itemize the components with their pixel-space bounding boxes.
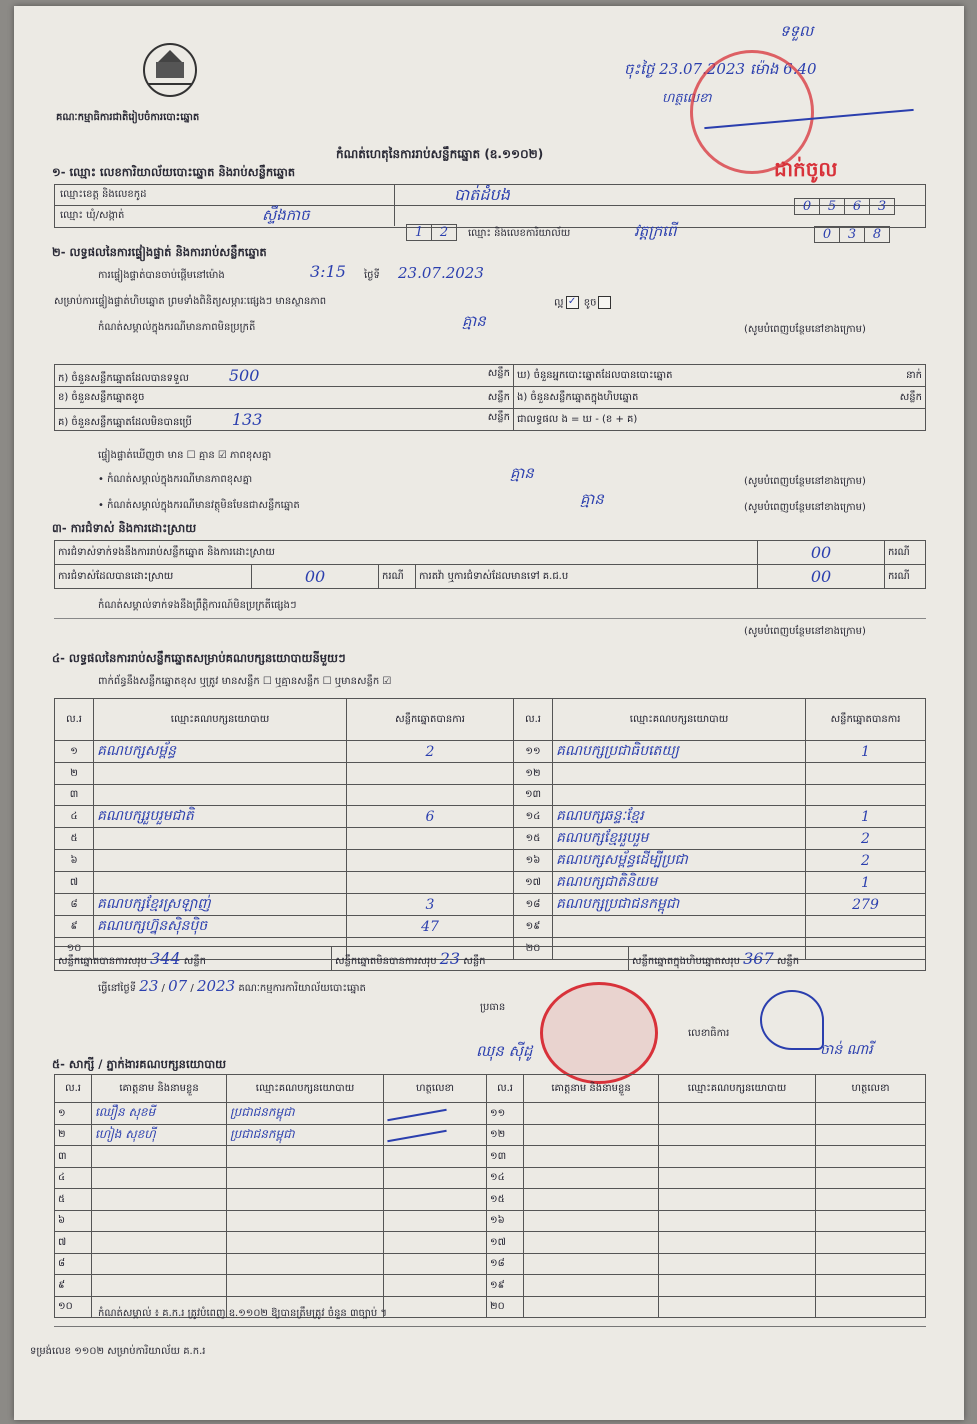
witness-cell: ១៨ [487,1253,524,1275]
committee-name: គណៈកម្មាធិការជាតិរៀបចំការបោះឆ្នោត [56,112,200,123]
irregularity-note-value: គ្មាន [462,312,486,330]
witness-cell [816,1253,926,1275]
commune-value: ស្ទឹងកាច [262,206,310,224]
party-votes [347,872,514,894]
party-no: ៩ [55,916,94,938]
party-no: ៥ [55,828,94,850]
witness-cell [816,1167,926,1189]
witness-cell: ១៥ [487,1189,524,1211]
witness-table: ល.រ គោត្តនាម និងនាមខ្លួន ឈ្មោះគណបក្សនយោបាយ ហត្ថលេខា ល.រ គោត្តនាម និងនាមខ្លួន ឈ្មោះគណបក្សនយោបាយ ហត្ថលេខា ១ ឈឿន សុខមី ប្រជាជនកម្ពុជា ១១ ២ ហៀង សុខហ៊ី ប្រជាជនកម្ពុជា ១២ ៣ ១៣ ៤ ១៤ ៥ ១៥ ៦ ១៦ ៧ ១៧ ៨ ១៨ ៩ ១៩ ១០ ២០ [54,1074,926,1318]
party-row [55,741,926,763]
party-name [94,828,347,850]
party-row [55,850,926,872]
witness-cell: ១៧ [487,1232,524,1254]
received-date-handwriting: ចុះថ្ងៃ 23.07.2023 ម៉ោង 6.40 [624,60,817,78]
party-name: គណបក្សខ្មែររួបរួម [553,828,806,850]
section4-subtitle: ពាក់ព័ន្ធនឹងសន្លឹកឆ្នោតខុស ឬត្រូវ មានសន្លឹក ☐ ឬគ្មានសន្លឹក ☐ ឬមានសន្លឹក ☑ [98,676,392,687]
party-name [94,850,347,872]
party-row [55,806,926,828]
witness-cell [816,1296,926,1318]
witness-row [55,1275,926,1297]
section1-title: ១- ឈ្មោះ លេខការិយាល័យបោះឆ្នោត និងរាប់សន្លឹកឆ្នោត [52,165,296,179]
witness-cell [384,1275,487,1297]
witness-cell [524,1124,659,1146]
witness-row [55,1210,926,1232]
witness-cell: ៦ [55,1210,92,1232]
party-votes: 1 [806,806,926,828]
party-no: ១១ [514,741,553,763]
footer-note: កំណត់សម្គាល់ ៖ គ.ក.រ ត្រូវបំពេញ ឧ.១១០២ ឱ្យបានត្រឹមត្រូវ ចំនួន ៣ច្បាប់ ។ [98,1308,387,1319]
party-votes: 6 [347,806,514,828]
party-row [55,894,926,916]
incidents-note: កំណត់សម្គាល់ទាក់ទងនឹងព្រឹត្តិការណ៍មិនប្រក្រតីផ្សេងៗ [98,600,297,611]
witness-cell [659,1167,816,1189]
party-no: ១០ [55,938,94,960]
witness-cell: ៣ [55,1146,92,1168]
witness-cell [227,1232,384,1254]
witness-cell [92,1253,227,1275]
fill-hint-2: (សូមបំពេញបន្ថែមនៅខាងក្រោម) [744,476,866,487]
party-name [94,784,347,806]
secretary-label: លេខាធិការ [688,1028,730,1039]
difference-check-line: ផ្ទៀងផ្ទាត់ឃើញថា មាន ☐ គ្មាន ☑ ភាពខុសគ្នា [98,450,272,461]
witness-cell [92,1232,227,1254]
witness-cell [227,1275,384,1297]
status-ok-label: ល្អ [554,297,564,309]
section3-title: ៣- ការជំទាស់ និងការដោះស្រាយ [52,521,197,535]
party-name: គណបក្សសម្ព័ន្ធ [94,741,347,763]
party-name: គណបក្សឆន្ទៈខ្មែរ [553,806,806,828]
witness-cell: ប្រជាជនកម្ពុជា [227,1124,384,1146]
witness-cell [659,1296,816,1318]
party-name: គណបក្សហ្វ៊ុនស៊ិនប៉ិច [94,916,347,938]
witness-cell [384,1232,487,1254]
form-code: ទម្រង់លេខ ១១០២ សម្រាប់ការិយាល័យ គ.ក.រ [30,1346,206,1357]
party-votes: 1 [806,872,926,894]
witness-cell [524,1146,659,1168]
witness-cell: ៤ [55,1167,92,1189]
party-votes: 279 [806,894,926,916]
province-code: 0 5 6 3 [794,198,895,215]
party-no: ១៨ [514,894,553,916]
witness-cell [384,1124,487,1146]
party-name: គណបក្សប្រជាធិបតេយ្យ [553,741,806,763]
witness-cell: ១ [55,1103,92,1125]
witness-cell [384,1103,487,1125]
party-votes: 2 [806,850,926,872]
ballot-count-table: ក) ចំនួនសន្លឹកឆ្នោតដែលបានទទួល 500 សន្លឹក ឃ) ចំនួនអ្នកបោះឆ្នោតដែលបានបោះឆ្នោត នាក់ ខ) ចំនួនសន្លឹកឆ្នោតខូច សន្លឹក ង) ចំនួនសន្លឹកឆ្នោតក្នុងហិបឆ្នោត សន្លឹក គ) ចំនួនសន្លឹកឆ្នោតដែលមិនបានប្រើ 133 សន្លឹក ជាលទ្ធផល ង = ឃ - (ខ + គ) [54,364,926,431]
witness-cell: ២ [55,1124,92,1146]
witness-row [55,1253,926,1275]
witness-cell [659,1275,816,1297]
witness-cell: ១២ [487,1124,524,1146]
section5-title: ៥- សាក្សី / ភ្នាក់ងារគណបក្សនយោបាយ [52,1057,227,1071]
status-bad-checkbox[interactable] [598,296,611,309]
totals-row: សន្លឹកឆ្នោតបានការសរុប 344 សន្លឹក សន្លឹកឆ្នោតមិនបានការសរុប 23 សន្លឹក សន្លឹកឆ្នោតក្នុងហិបឆ្នោតសរុប 367 សន្លឹក [54,946,926,971]
witness-row [55,1124,926,1146]
witness-cell: ១៣ [487,1146,524,1168]
witness-cell: ១១ [487,1103,524,1125]
party-name [94,763,347,785]
irregularity-note-label: កំណត់សម្គាល់ក្នុងករណីមានភាពមិនប្រក្រតី [98,322,256,333]
station-label: ឈ្មោះ និងលេខការិយាល័យ [468,228,571,239]
commune-label: ឈ្មោះ ឃុំ/សង្កាត់ [60,210,125,221]
province-value: បាត់ដំបង [454,185,510,204]
witness-cell: ៧ [55,1232,92,1254]
witness-cell [816,1124,926,1146]
party-row [55,828,926,850]
witness-cell: ១៦ [487,1210,524,1232]
secretary-signature: ចាន់ ណារី [820,1042,873,1058]
party-name [94,872,347,894]
form-sheet [14,6,964,1420]
witness-cell: ២០ [487,1296,524,1318]
form-title: កំណត់ហេតុនៃការរាប់សន្លឹកឆ្នោត (ឧ.១១០២) [336,147,544,161]
witness-row [55,1103,926,1125]
foreign-object-note-value: គ្មាន [580,490,604,508]
witness-row [55,1146,926,1168]
party-votes: 2 [806,828,926,850]
secretary-signature-mark [760,990,824,1050]
witness-cell [659,1103,816,1125]
party-name: គណបក្សជាតិនិយម [553,872,806,894]
witness-cell [227,1210,384,1232]
witness-cell [92,1210,227,1232]
party-name: គណបក្សរួបរួមជាតិ [94,806,347,828]
party-no: ២ [55,763,94,785]
party-row [55,872,926,894]
total-invalid-votes: 23 [439,948,461,968]
witness-signature-mark [387,1130,446,1142]
witness-cell [92,1275,227,1297]
witness-cell [227,1253,384,1275]
witness-cell [384,1167,487,1189]
witness-cell: ឈឿន សុខមី [92,1103,227,1125]
witness-cell [227,1146,384,1168]
province-label: ឈ្មោះខេត្ត និងលេខកូដ [60,189,147,200]
witness-cell [92,1146,227,1168]
received-ballots: 500 [228,365,260,385]
unused-ballots: 133 [231,409,263,429]
witness-cell [227,1189,384,1211]
party-name: គណបក្សសម្ព័ន្ធដើម្បីប្រជា [553,850,806,872]
witness-cell [659,1146,816,1168]
total-valid-votes: 344 [150,948,181,968]
party-name [553,763,806,785]
witness-row [55,1167,926,1189]
party-name: គណបក្សប្រជាជនកម្ពុជា [553,894,806,916]
party-votes: 47 [347,916,514,938]
box-status-desc: សម្រាប់ការផ្ទៀងផ្ទាត់ហិបឆ្នោត ព្រមទាំងពិនិត្យសម្ភារៈផ្សេងៗ មានស្ថានភាព [54,296,327,307]
witness-cell [816,1103,926,1125]
commune-number: 1 2 [406,224,457,241]
witness-signature-mark [387,1109,446,1121]
party-name [553,784,806,806]
start-date-label: ថ្ងៃទី [364,270,380,281]
start-time-label: ការផ្ទៀងផ្ទាត់បានចាប់ផ្តើមនៅម៉ោង [98,270,225,281]
party-no: ៦ [55,850,94,872]
witness-cell: ១៩ [487,1275,524,1297]
witness-cell [384,1189,487,1211]
party-no: ៤ [55,806,94,828]
witness-row [55,1189,926,1211]
witness-cell [524,1232,659,1254]
witness-cell: ប្រជាជនកម្ពុជា [227,1103,384,1125]
party-votes: 3 [347,894,514,916]
witness-cell: ១៤ [487,1167,524,1189]
foreign-object-note-label: • កំណត់សម្គាល់ក្នុងករណីមានវត្ថុមិនមែនជាសន្លឹកឆ្នោត [98,500,300,511]
witness-cell [524,1189,659,1211]
witness-cell [384,1253,487,1275]
party-name [553,916,806,938]
witness-cell [384,1296,487,1318]
witness-cell [816,1210,926,1232]
witness-cell [524,1275,659,1297]
witness-cell [524,1167,659,1189]
red-stamp-label: ដាក់ចូល [774,157,838,181]
complaints-table: ការជំទាស់ទាក់ទងនឹងការរាប់សន្លឹកឆ្នោត និងការដោះស្រាយ 00 ករណី ការជំទាស់ដែលបានដោះស្រាយ 00 ករណី ការតវ៉ា ឬការជំទាស់ដែលមានទៅ គ.ជ.ប 00 ករណី [54,540,926,589]
committee-red-stamp [540,982,658,1084]
witness-cell [524,1253,659,1275]
witness-cell [816,1232,926,1254]
witness-cell [92,1189,227,1211]
party-no: ១២ [514,763,553,785]
witness-cell [524,1296,659,1318]
witness-cell [659,1232,816,1254]
chair-signature: ឈុន ស៊ីដូ [476,1042,533,1060]
station-value: វត្តក្រពើ [634,222,677,240]
party-votes [806,763,926,785]
party-no: ១៣ [514,784,553,806]
party-no: ២០ [514,938,553,960]
witness-cell: ៥ [55,1189,92,1211]
start-date-value: 23.07.2023 [398,264,484,282]
resolved-complaints: 00 [304,567,326,586]
party-no: ៣ [55,784,94,806]
party-no: ១ [55,741,94,763]
box-status-options [554,296,613,309]
party-results-table: ល.រ ឈ្មោះគណបក្សនយោបាយ សន្លឹកឆ្នោតបានការ ល.រ ឈ្មោះគណបក្សនយោបាយ សន្លឹកឆ្នោតបានការ ១ គណបក្សសម្ព័ន្ធ 2 ១១ គណបក្សប្រជាធិបតេយ្យ 1 ២ ១២ ៣ ១៣ ៤ គណបក្សរួបរួមជាតិ 6 ១៤ គណបក្សឆន្ទៈខ្មែរ 1 ៥ ១៥ គណបក្សខ្មែររួបរួម 2 ៦ ១៦ គណបក្សសម្ព័ន្ធដើម្បីប្រជា 2 ៧ ១៧ គណបក្សជាតិនិយម 1 ៨ គណបក្សខ្មែរស្រឡាញ់ 3 ១៨ គណបក្សប្រជាជនកម្ពុជា 279 ៩ គណបក្សហ្វ៊ុនស៊ិនប៉ិច 47 ១៩ ១០ ២០ [54,698,926,960]
witness-cell: ៨ [55,1253,92,1275]
nec-emblem-icon [138,40,202,100]
chair-label: ប្រធាន [480,1002,506,1013]
witness-row [55,1232,926,1254]
received-signature: ហត្ថលេខា [662,91,712,106]
party-no: ១៦ [514,850,553,872]
party-name: គណបក្សខ្មែរស្រឡាញ់ [94,894,347,916]
status-bad-label: ខូច [583,297,597,309]
party-no: ១៩ [514,916,553,938]
party-votes: 2 [347,741,514,763]
status-ok-checkbox[interactable]: ✓ [566,296,579,309]
witness-cell [384,1210,487,1232]
section2-title: ២- លទ្ធផលនៃការផ្ទៀងផ្ទាត់ និងការរាប់សន្លឹកឆ្នោត [52,245,267,259]
witness-cell: ៩ [55,1275,92,1297]
witness-cell [659,1124,816,1146]
total-ballots-in-box: 367 [743,948,774,968]
party-votes [347,784,514,806]
party-votes [806,784,926,806]
witness-cell [227,1167,384,1189]
party-no: ១៥ [514,828,553,850]
witness-cell: ១០ [55,1296,92,1318]
witness-cell [659,1210,816,1232]
party-row [55,916,926,938]
party-no: ៧ [55,872,94,894]
party-no: ៨ [55,894,94,916]
party-row [55,784,926,806]
station-code: 0 3 8 [814,226,890,243]
escalated-complaints: 00 [810,567,832,586]
complaints-count: 00 [810,543,832,562]
signing-date: ធ្វើនៅថ្ងៃទី 23 / 07 / 2023 គណៈកម្មការការិយាល័យបោះឆ្នោត [98,977,366,995]
party-no: ១៤ [514,806,553,828]
party-row [55,763,926,785]
witness-cell [524,1210,659,1232]
witness-cell [384,1146,487,1168]
party-votes: 1 [806,741,926,763]
witness-cell: ហៀង សុខហ៊ី [92,1124,227,1146]
witness-cell [816,1146,926,1168]
party-votes [806,916,926,938]
party-no: ១៧ [514,872,553,894]
party-votes [347,850,514,872]
difference-note-label: • កំណត់សម្គាល់ក្នុងករណីមានភាពខុសគ្នា [98,474,253,485]
party-votes [347,763,514,785]
difference-note-value: គ្មាន [510,464,534,482]
fill-hint-1: (សូមបំពេញបន្ថែមនៅខាងក្រោម) [744,324,866,335]
start-time-value: 3:15 [310,262,346,281]
received-note: ទទួល [780,22,814,40]
witness-cell [92,1167,227,1189]
party-votes [347,828,514,850]
section4-title: ៤- លទ្ធផលនៃការរាប់សន្លឹកឆ្នោតសម្រាប់គណបក្សនយោបាយនីមួយៗ [52,651,346,665]
witness-cell [659,1189,816,1211]
witness-cell [816,1189,926,1211]
fill-hint-4: (សូមបំពេញបន្ថែមនៅខាងក្រោម) [744,626,866,637]
witness-cell [524,1103,659,1125]
fill-hint-3: (សូមបំពេញបន្ថែមនៅខាងក្រោម) [744,502,866,513]
witness-cell [816,1275,926,1297]
witness-cell [659,1253,816,1275]
